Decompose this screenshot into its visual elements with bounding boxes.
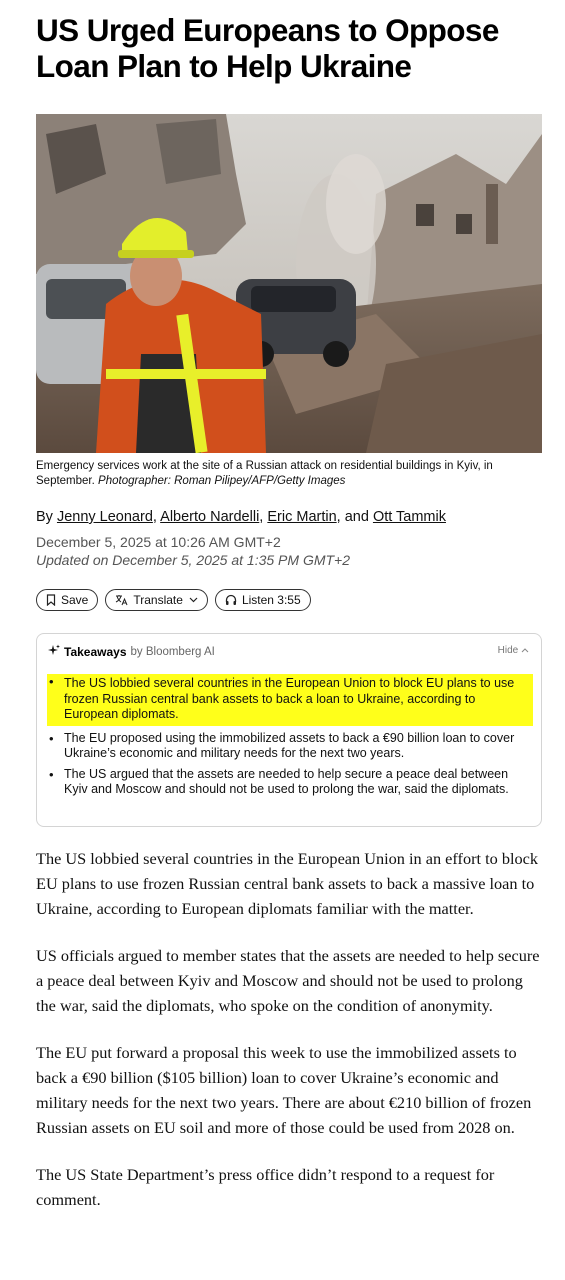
byline-separator: , and [336,509,369,525]
article-actions [36,589,311,611]
headline: US Urged Europeans to Oppose Loan Plan to Help Ukraine [36,12,499,84]
takeaway-item: • The EU proposed using the immobilized assets to back a €90 billion loan to cover Ukraine’s economic and military needs for the next two years. [49,731,533,762]
chevron-down-icon [189,597,198,603]
hide-label: Hide [497,645,519,656]
body-paragraph: The US State Department’s press office didn’t respond to a request for comment. [36,1165,495,1209]
hide-takeaways-button[interactable] [498,645,529,656]
save-label: Save [61,593,89,607]
sparkle-icon [47,644,60,660]
takeaways-header [47,644,215,660]
translate-button[interactable] [105,589,208,611]
byline-separator: , [152,509,157,525]
article-body [36,846,542,1234]
translate-label: Translate [133,593,183,607]
bookmark-icon [46,594,56,606]
headphones-icon [225,594,237,606]
translate-icon [115,594,128,606]
author-link[interactable]: Ott Tammik [372,509,446,525]
body-paragraph: The EU put forward a proposal this week to use the immobilized assets to back a €90 billion ($105 billion) loan to cover Ukraine’s economic and military needs for the next two years. There are about €210 billion of frozen Russian assets on EU soil and more of those could be used from 2028 on. [36,1043,532,1137]
takeaways-panel [36,633,542,827]
takeaway-item-highlighted: • The US lobbied several countries in the European Union to block EU plans to use frozen Russian central bank assets to back a loan to Ukraine, according to European diplomats. [47,674,533,726]
photo-caption [36,459,536,489]
caption-text: Emergency services work at the site of a Russian attack on residential buildings in Kyiv, in September. [36,460,493,487]
author-link[interactable]: Eric Martin [267,509,337,525]
chevron-up-icon [521,645,529,656]
takeaways-source: by Bloomberg AI [130,646,215,658]
lead-photo [36,114,542,453]
listen-label: Listen 3:55 [241,593,301,607]
body-paragraph: The US lobbied several countries in the European Union in an effort to block EU plans to use frozen Russian central bank assets to back a massive loan to Ukraine, according to European diplomats familiar with the matter. [36,849,539,918]
byline-prefix: By [36,509,53,525]
takeaways-list [49,674,533,803]
updated-date: Updated on December 5, 2025 at 1:35 PM GMT+2 [36,552,351,568]
takeaway-item: • The US argued that the assets are needed to help secure a peace deal between Kyiv and Moscow and should not be used to prolong the war, said the diplomats. [49,767,533,798]
published-date: December 5, 2025 at 10:26 AM GMT+2 [36,534,281,550]
listen-button[interactable] [215,589,311,611]
photo-credit: Photographer: Roman Pilipey/AFP/Getty Images [98,475,346,487]
author-link[interactable]: Jenny Leonard [56,509,153,525]
article [36,0,542,1209]
takeaways-title: Takeaways [64,645,127,659]
body-paragraph: US officials argued to member states that the assets are needed to help secure a peace deal between Kyiv and Moscow and should not be used to prolong the war, said the diplomats, who spoke on the condition of anonymity. [36,946,540,1015]
article-dates [36,533,350,569]
byline [36,509,446,525]
author-link[interactable]: Alberto Nardelli [160,509,260,525]
byline-separator: , [259,509,264,525]
save-button[interactable] [36,589,98,611]
lead-photo-illustration [36,114,542,453]
